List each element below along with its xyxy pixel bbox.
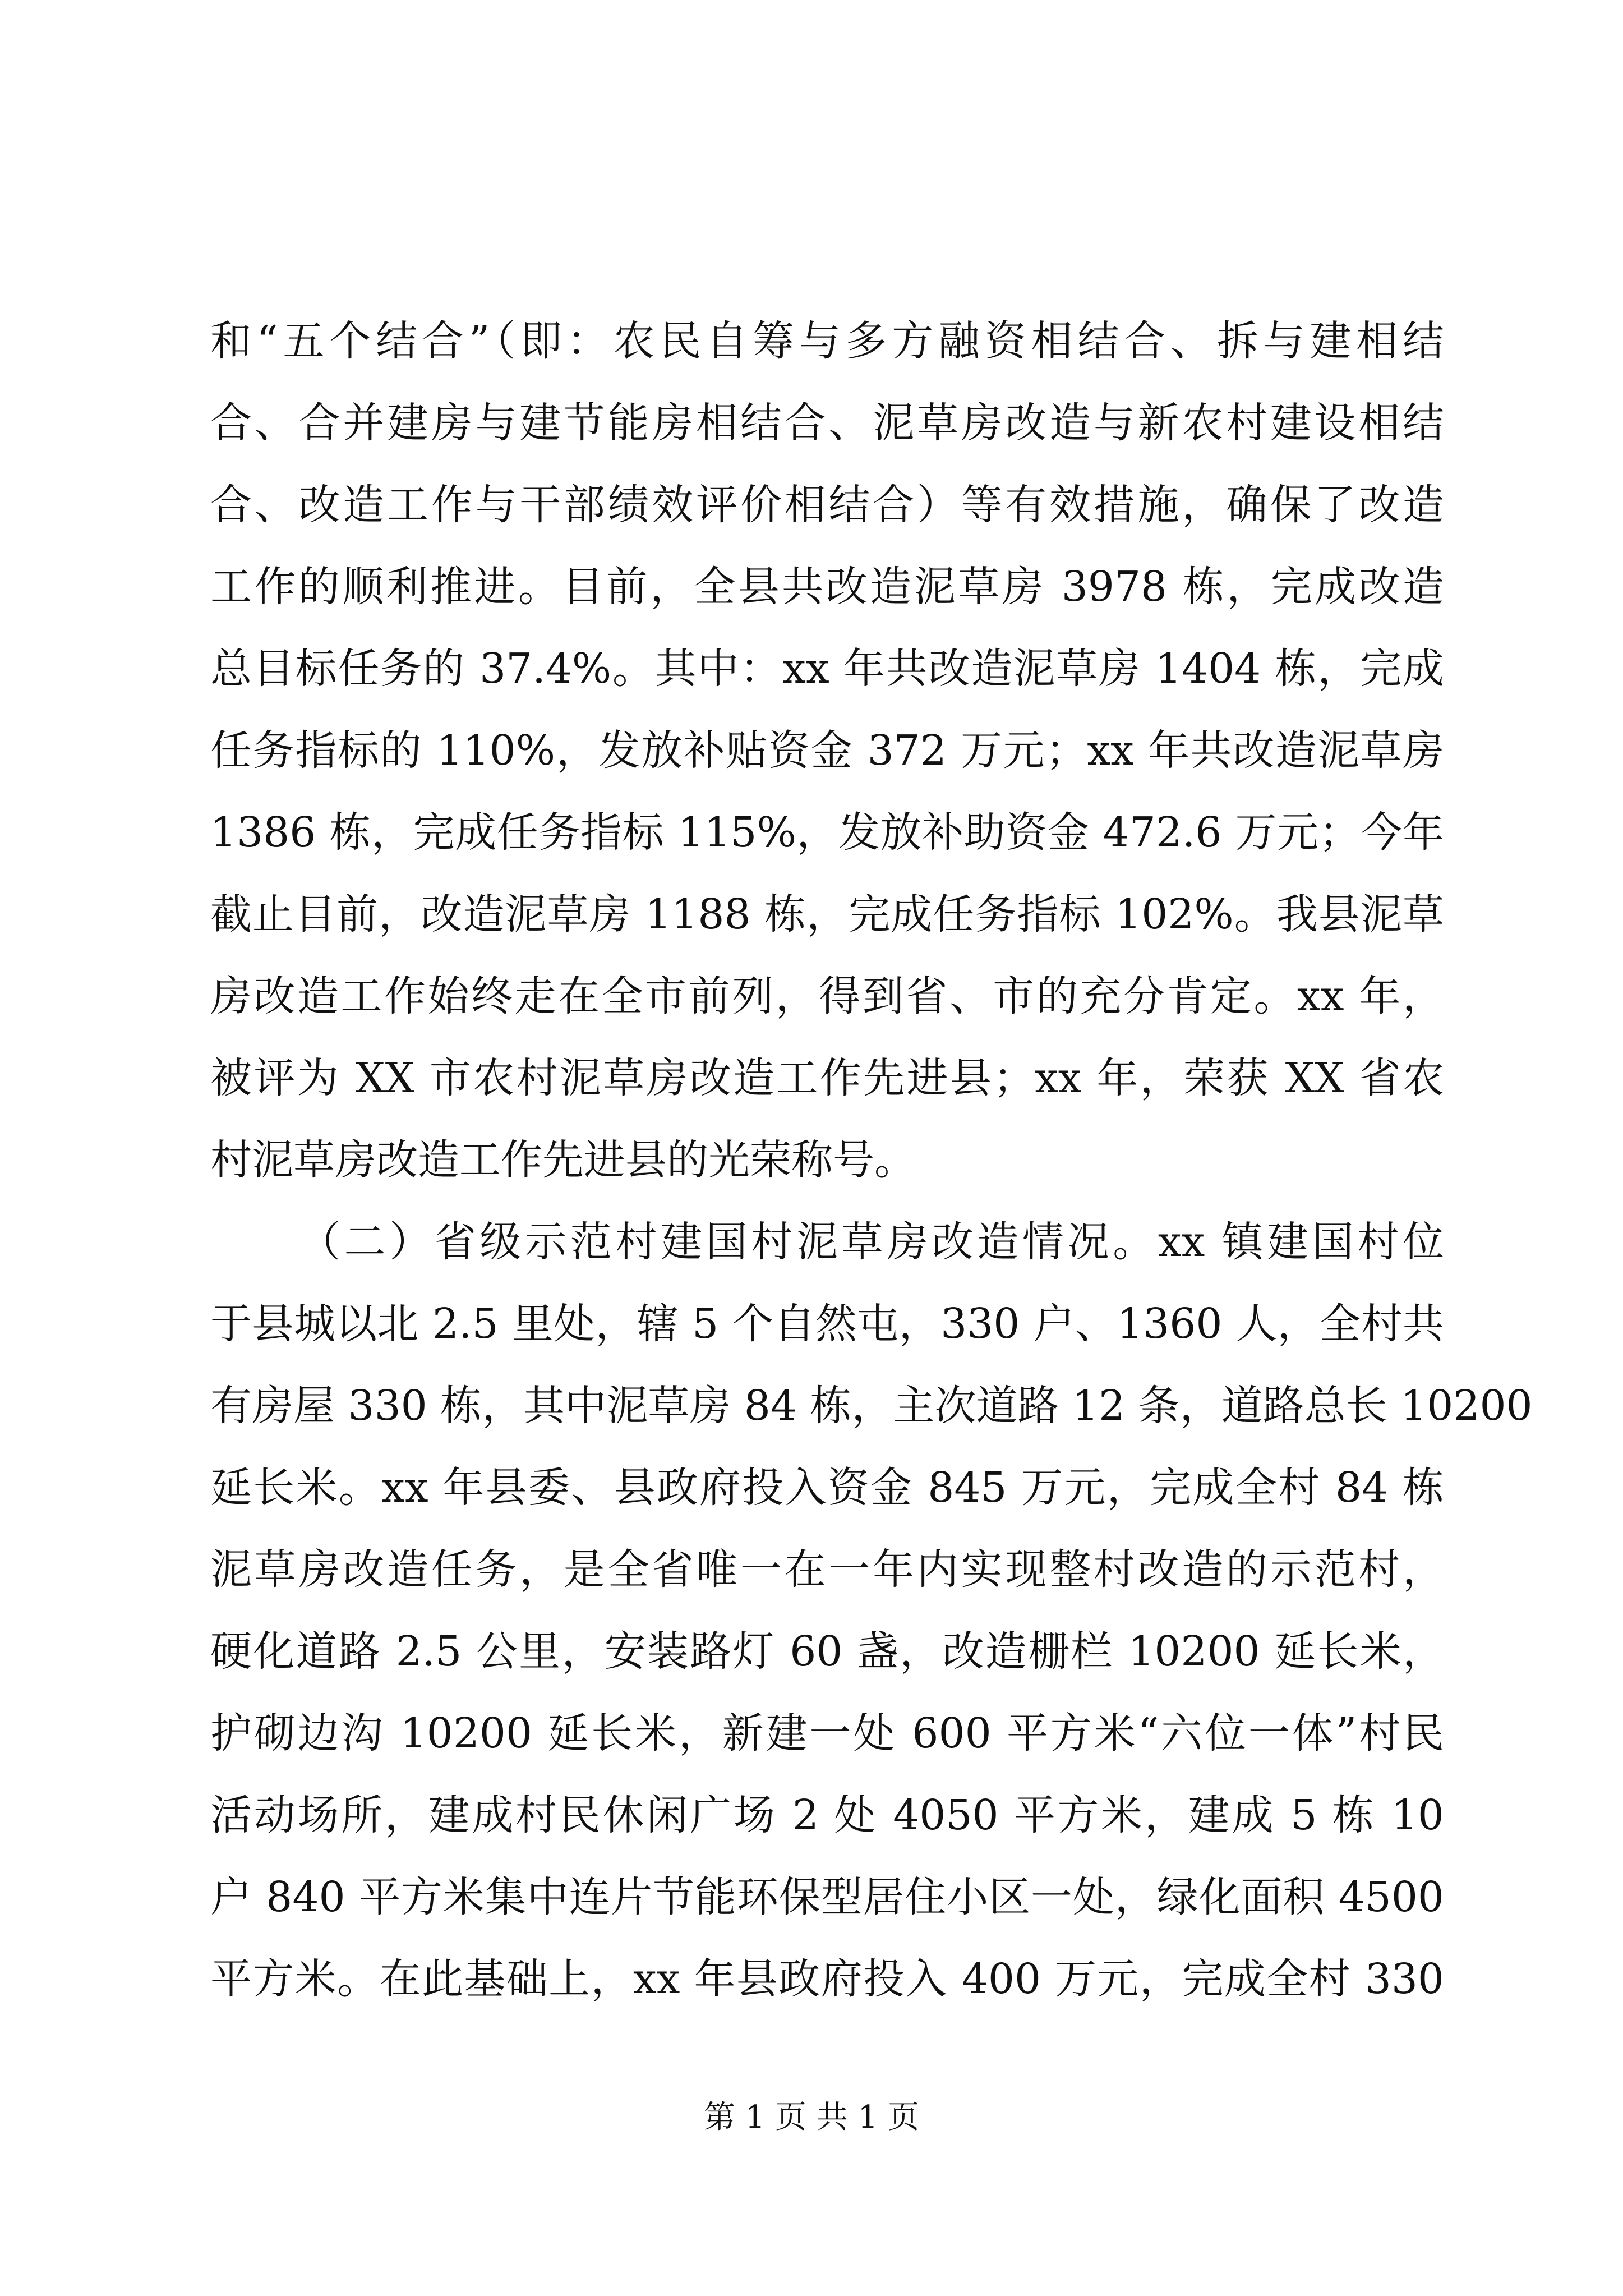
section-heading-line: （二）省级示范村建国村泥草房改造情况。xx 镇建国村位 [299, 1218, 1444, 1266]
text-line-8: 截止目前，改造泥草房 1188 栋，完成任务指标 102%。我县泥草 [210, 890, 1444, 938]
text-line-11: 村泥草房改造工作先进县的光荣称号。 [210, 1136, 916, 1184]
text-line-18: 护砌边沟 10200 延长米，新建一处 600 平方米“六位一体”村民 [210, 1709, 1444, 1757]
page-footer: 第 1 页 共 1 页 [703, 2099, 920, 2136]
text-line-7: 1386 栋，完成任务指标 115%，发放补助资金 472.6 万元；今年 [210, 808, 1444, 857]
body-text [210, 300, 1533, 2020]
text-line-15: 延长米。xx 年县委、县政府投入资金 845 万元，完成全村 84 栋 [210, 1464, 1444, 1512]
text-line-21: 平方米。在此基础上，xx 年县政府投入 400 万元，完成全村 330 [210, 1955, 1444, 2003]
text-line-4: 工作的顺利推进。目前，全县共改造泥草房 3978 栋，完成改造 [210, 563, 1444, 611]
text-line-5: 总目标任务的 37.4%。其中：xx 年共改造泥草房 1404 栋，完成 [210, 645, 1444, 693]
text-line-10: 被评为 XX 市农村泥草房改造工作先进县；xx 年，荣获 XX 省农 [210, 1054, 1444, 1102]
text-line-19: 活动场所，建成村民休闲广场 2 处 4050 平方米，建成 5 栋 10 [210, 1791, 1444, 1839]
text-line-1: 和“五个结合”（即：农民自筹与多方融资相结合、拆与建相结 [210, 317, 1444, 365]
text-line-14: 有房屋 330 栋，其中泥草房 84 栋，主次道路 12 条，道路总长 10200 [210, 1382, 1533, 1430]
text-line-6: 任务指标的 110%，发放补贴资金 372 万元；xx 年共改造泥草房 [210, 726, 1444, 775]
text-line-20: 户 840 平方米集中连片节能环保型居住小区一处，绿化面积 4500 [210, 1873, 1444, 1921]
text-line-9: 房改造工作始终走在全市前列，得到省、市的充分肯定。xx 年， [210, 972, 1444, 1020]
text-line-16: 泥草房改造任务，是全省唯一在一年内实现整村改造的示范村， [210, 1545, 1444, 1594]
text-line-2: 合、合并建房与建节能房相结合、泥草房改造与新农村建设相结 [210, 399, 1444, 447]
text-line-3: 合、改造工作与干部绩效评价相结合）等有效措施，确保了改造 [210, 481, 1444, 529]
text-line-17: 硬化道路 2.5 公里，安装路灯 60 盏，改造栅栏 10200 延长米， [210, 1627, 1444, 1676]
text-line-13: 于县城以北 2.5 里处，辖 5 个自然屯，330 户、1360 人，全村共 [210, 1300, 1444, 1348]
